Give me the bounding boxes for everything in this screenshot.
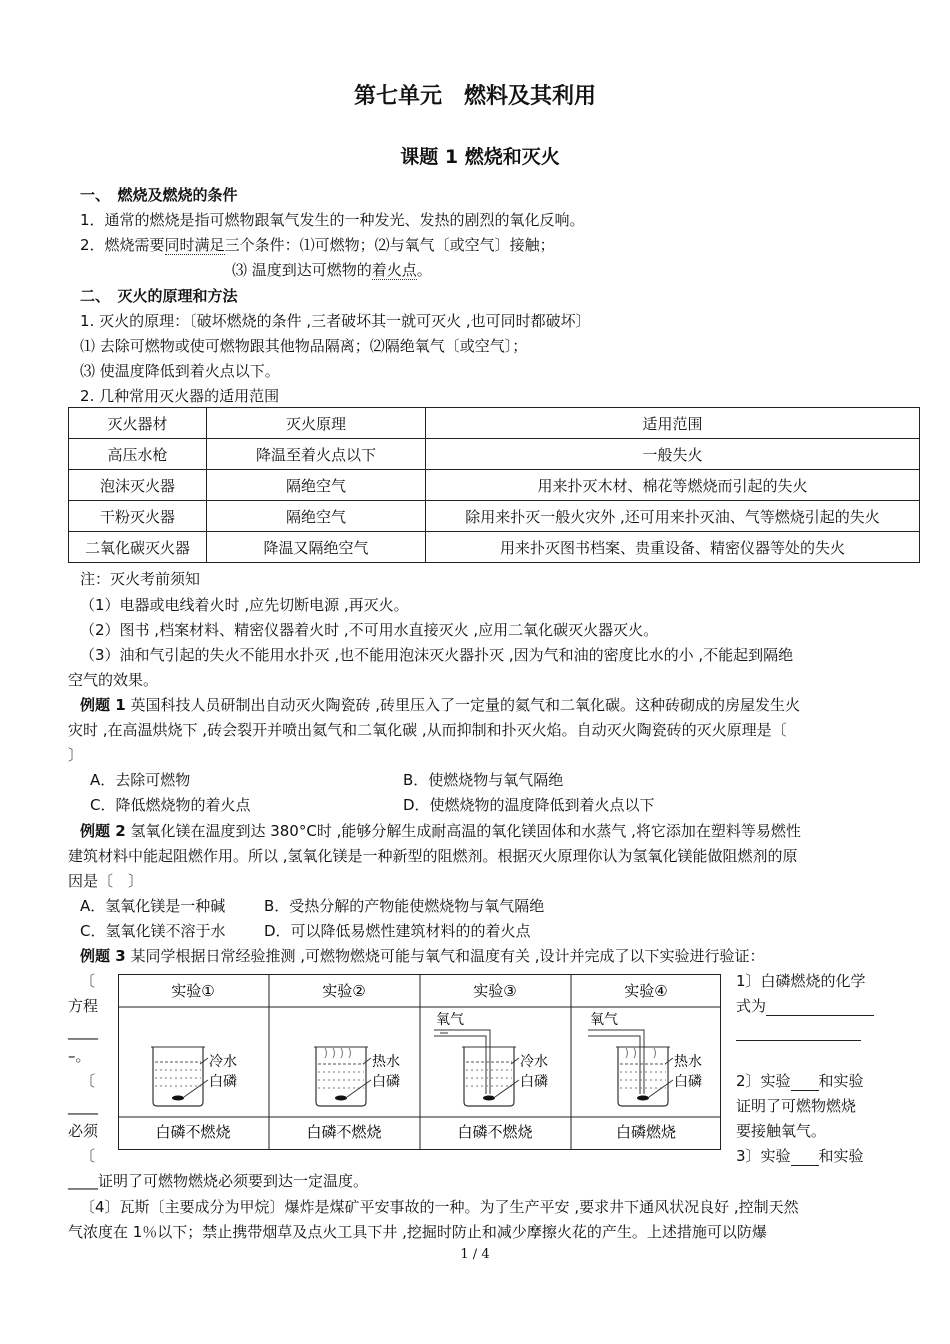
lesson-title: 课题 1 燃烧和灭火: [400, 146, 560, 168]
table-cell: 降温又隔绝空气: [207, 532, 426, 563]
example-2-line-3: 因是〔 〕: [68, 872, 144, 890]
s2-line-1: 1. 灭火的原理：〔破坏燃烧的条件 ,三者破坏其一就可灭火 ,也可同时都破坏〕: [80, 312, 591, 330]
table-cell: 隔绝空气: [207, 501, 426, 532]
table-header: 灭火原理: [207, 408, 426, 439]
example-2-line-1: [80, 821, 801, 841]
beaker-1-diagram: [151, 1047, 237, 1106]
beaker-4-diagram: [588, 1012, 702, 1106]
oxygen-label: 氧气: [590, 1012, 618, 1028]
water-label: 冷水: [209, 1054, 237, 1070]
example-3-text: 某同学根据日常经验推测 ,可燃物燃烧可能与氧气和温度有关 ,设计并完成了以下实验进行验证：: [125, 947, 765, 965]
s2-line-2: ⑴ 去除可燃物或使可燃物跟其他物品隔离；⑵隔绝氧气〔或空气〕；: [80, 337, 528, 355]
note-3a: （3）油和气引起的失火不能用水扑灭 ,也不能用泡沫灭火器扑灭 ,因为气和油的密度比水的小 ,不能起到隔绝: [80, 646, 794, 664]
example-3-label: 例题 3: [80, 947, 126, 965]
example-2-option-b: B．受热分解的产物能使燃烧物与氧气隔绝: [264, 897, 545, 915]
example-2-option-c: C．氢氧化镁不溶于水: [80, 922, 226, 940]
ex3-left-fragment: 必须: [68, 1122, 99, 1140]
answer-blank[interactable]: [791, 1149, 819, 1166]
table-header-row: [69, 408, 920, 439]
exp-result-1: 白磷不燃烧: [155, 1123, 231, 1141]
page-title: 第七单元 燃料及其利用: [353, 84, 596, 109]
example-1-line-3: 〕: [68, 746, 84, 764]
answer-blank[interactable]: [791, 1074, 819, 1091]
table-cell: 泡沫灭火器: [69, 470, 207, 501]
note-3b: 空气的效果。: [68, 671, 159, 689]
ex3-line-after: ____证明了可燃物燃烧必须要到达一定温度。: [68, 1172, 369, 1190]
table-cell: 高压水枪: [69, 439, 207, 470]
phosphorus-label: 白磷: [520, 1074, 548, 1090]
s1-line-3-emphasis: 着火点: [371, 261, 417, 279]
s2-line-3: ⑶ 使温度降低到着火点以下。: [80, 362, 280, 380]
ex3-question-1b-text: 式为: [736, 997, 767, 1015]
s1-line-2-c: 三个条件：⑴可燃物；⑵与氧气〔或空气〕接触；: [224, 236, 555, 254]
s1-line-2: [80, 235, 555, 255]
example-1-line-1: [80, 695, 800, 715]
ex3-left-fragment: 〔: [80, 1147, 96, 1165]
water-label: 热水: [674, 1054, 702, 1070]
ex3-question-1b: [736, 996, 874, 1016]
table-cell: 隔绝空气: [207, 470, 426, 501]
ex3-question-1: 1〕白磷燃烧的化学: [736, 972, 866, 990]
s1-line-3-c: 。: [416, 261, 432, 279]
table-cell: 二氧化碳灭火器: [69, 532, 207, 563]
table-row: [69, 439, 920, 470]
exp-header-3: 实验③: [473, 982, 517, 1000]
example-2-line-2: 建筑材料中能起阻燃作用。所以 ,氢氧化镁是一种新型的阻燃剂。根据灭火原理你认为氢氧化镁能做阻燃剂的原: [68, 847, 798, 865]
exp-result-4: 白磷燃烧: [615, 1123, 677, 1141]
s2-line-4: 2. 几种常用灭火器的适用范围: [80, 387, 280, 405]
s1-line-3-a: ⑶ 温度到达可燃物的: [232, 261, 372, 279]
s1-line-2-emphasis: 同时满足: [164, 236, 225, 254]
ex3-question-2-a: 2〕实验: [736, 1072, 791, 1090]
phosphorus-label: 白磷: [674, 1074, 702, 1090]
table-cell: 除用来扑灭一般火灾外 ,还可用来扑灭油、气等燃烧引起的失火: [426, 501, 920, 532]
ex3-left-fragment: 方程: [68, 997, 99, 1015]
example-3-line-1: [80, 946, 765, 966]
gas-line-2: 气浓度在 1％以下；禁止携带烟草及点火工具下井 ,挖掘时防止和减少摩擦火花的产生。上述措施可以防爆: [68, 1223, 767, 1241]
example-1-line-2: 灾时 ,在高温烘烧下 ,砖会裂开并喷出氦气和二氧化碳 ,从而抑制和扑灭火焰。自动灭火陶瓷砖的灭火原理是〔: [68, 721, 787, 739]
s1-line-1: 1．通常的燃烧是指可燃物跟氧气发生的一种发光、发热的剧烈的氧化反响。: [80, 211, 585, 229]
s1-line-3: [232, 260, 432, 280]
example-2-option-d: D．可以降低易燃性建筑材料的的着火点: [264, 922, 531, 940]
ex3-left-fragment: –。: [68, 1047, 91, 1065]
table-row: [69, 501, 920, 532]
ex3-left-fragment: ____: [68, 1022, 98, 1040]
table-cell: 干粉灭火器: [69, 501, 207, 532]
experiment-table: [118, 974, 722, 1152]
example-1-option-d: D．使燃烧物的温度降低到着火点以下: [403, 796, 655, 814]
exp-header-2: 实验②: [322, 982, 366, 1000]
gas-line-1: 〔4〕瓦斯〔主要成分为甲烷〕爆炸是煤矿平安事故的一种。为了生产平安 ,要求井下通风状况良好 ,控制天然: [80, 1198, 799, 1216]
example-1-option-a: A．去除可燃物: [90, 771, 191, 789]
phosphorus-label: 白磷: [372, 1074, 400, 1090]
ex3-question-2-b: 和实验: [818, 1072, 864, 1090]
exp-result-2: 白磷不燃烧: [306, 1123, 382, 1141]
extinguisher-table: [68, 407, 920, 563]
example-1-text: 英国科技人员研制出自动灭火陶瓷砖 ,砖里压入了一定量的氦气和二氧化碳。这种砖砌成的房屋发生火: [125, 696, 800, 714]
water-label: 冷水: [520, 1054, 548, 1070]
example-1-option-c: C．降低燃烧物的着火点: [90, 796, 251, 814]
example-2-text: 氢氧化镁在温度到达 380°C时 ,能够分解生成耐高温的氧化镁固体和水蒸气 ,将它添加在塑料等易燃性: [125, 822, 801, 840]
note-1: （1）电器或电线着火时 ,应先切断电源 ,再灭火。: [80, 596, 409, 614]
section-2-heading: 二、 灭火的原理和方法: [80, 287, 238, 305]
section-1-heading: 一、 燃烧及燃烧的条件: [80, 186, 238, 204]
ex3-question-2: [736, 1071, 864, 1091]
table-cell: 用来扑灭木材、棉花等燃烧而引起的失火: [426, 470, 920, 501]
example-1-label: 例题 1: [80, 696, 126, 714]
ex3-question-2d: 要接触氧气。: [736, 1122, 827, 1140]
ex3-left-fragment: 〔: [80, 972, 96, 990]
example-1-option-b: B．使燃烧物与氧气隔绝: [403, 771, 564, 789]
note-2: （2）图书 ,档案材料、精密仪器着火时 ,不可用水直接灭火 ,应用二氧化碳灭火器灭火。: [80, 621, 659, 639]
answer-blank[interactable]: [736, 1024, 861, 1041]
page-number: 1 / 4: [460, 1247, 490, 1262]
s1-line-2-a: 2．燃烧需要: [80, 236, 165, 254]
exp-result-3: 白磷不燃烧: [457, 1123, 533, 1141]
exp-header-1: 实验①: [171, 982, 215, 1000]
table-cell: 一般失火: [426, 439, 920, 470]
ex3-question-2c: 证明了可燃物燃烧: [736, 1097, 857, 1115]
oxygen-label: 氧气: [436, 1012, 464, 1028]
table-cell: 降温至着火点以下: [207, 439, 426, 470]
water-label: 热水: [372, 1054, 400, 1070]
phosphorus-label: 白磷: [209, 1074, 237, 1090]
exp-header-4: 实验④: [624, 982, 668, 1000]
table-header: 灭火器材: [69, 408, 207, 439]
ex3-question-3-a: 3〕实验: [736, 1147, 791, 1165]
ex3-question-3-b: 和实验: [818, 1147, 864, 1165]
ex3-left-fragment: ____: [68, 1097, 98, 1115]
table-row: [69, 532, 920, 563]
beaker-3-diagram: [434, 1012, 548, 1106]
ex3-answer-line: [736, 1021, 861, 1041]
answer-blank[interactable]: [766, 999, 874, 1016]
example-2-label: 例题 2: [80, 822, 126, 840]
ex3-question-3: [736, 1146, 864, 1166]
example-2-option-a: A．氢氧化镁是一种碱: [80, 897, 226, 915]
note-title: 注：灭火考前须知: [80, 570, 201, 588]
beaker-2-diagram: [314, 1047, 400, 1106]
table-cell: 用来扑灭图书档案、贵重设备、精密仪器等处的失火: [426, 532, 920, 563]
ex3-left-fragment: 〔: [80, 1072, 96, 1090]
table-row: [69, 470, 920, 501]
table-header: 适用范围: [426, 408, 920, 439]
